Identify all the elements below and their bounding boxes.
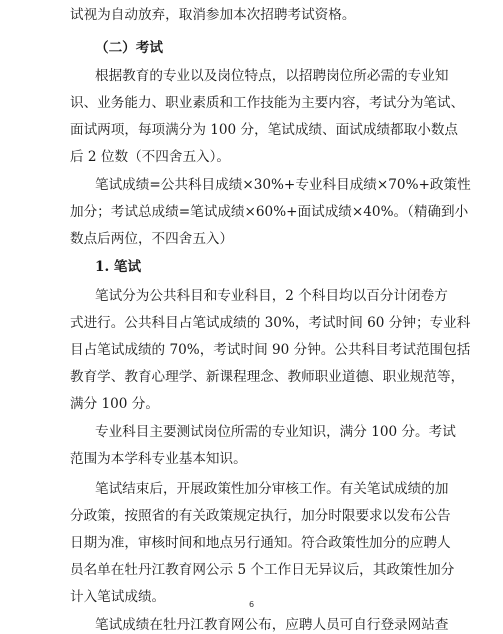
page-number: 6 — [248, 600, 255, 609]
paragraph-line: 教育学、教育心理学、新课程理念、教师职业道德、职业规范等， — [70, 369, 465, 385]
paragraph-line: 识、业务能力、职业素质和工作技能为主要内容，考试分为笔试、 — [70, 95, 465, 111]
paragraph-line: 试视为自动放弃，取消参加本次招聘考试资格。 — [70, 7, 356, 23]
paragraph-line: 后 2 位数（不四舍五入）。 — [70, 149, 231, 165]
paragraph-line: 数点后两位，不四舍五入） — [70, 231, 234, 247]
paragraph-line: 日期为准，审核时间和地点另行通知。符合政策性加分的应聘人 — [70, 535, 451, 551]
formula-line: 加分；考试总成绩=笔试成绩×60%+面试成绩×40%。（精确到小 — [70, 204, 469, 220]
paragraph-line: 员名单在牡丹江教育网公示 5 个工作日无异议后，其政策性加分 — [70, 562, 455, 578]
paragraph-line: 式进行。公共科目占笔试成绩的 30%，考试时间 60 分钟；专业科 — [70, 315, 471, 331]
paragraph-line: 满分 100 分。 — [70, 396, 159, 412]
formula-line: 笔试成绩=公共科目成绩×30%+专业科目成绩×70%+政策性 — [95, 177, 471, 193]
paragraph-line: 面试两项，每项满分为 100 分，笔试成绩、面试成绩都取小数点 — [70, 122, 459, 138]
paragraph-line: 根据教育的专业以及岗位特点，以招聘岗位所必需的专业知 — [95, 68, 449, 84]
paragraph-line: 目占笔试成绩的 70%，考试时间 90 分钟。公共科目考试范围包括 — [70, 342, 471, 358]
paragraph-line: 笔试结束后，开展政策性加分审核工作。有关笔试成绩的加 — [95, 481, 449, 497]
section-heading: （二）考试 — [95, 40, 163, 56]
subsection-heading: 1. 笔试 — [95, 259, 142, 275]
paragraph-line: 笔试分为公共科目和专业科目，2 个科目均以百分计闭卷方 — [95, 288, 448, 304]
paragraph-line: 计入笔试成绩。 — [70, 589, 166, 605]
paragraph-line: 范围为本学科专业基本知识。 — [70, 451, 247, 467]
paragraph-line: 分政策，按照省的有关政策规定执行，加分时限要求以发布公告 — [70, 508, 451, 524]
paragraph-line: 笔试成绩在牡丹江教育网公布，应聘人员可自行登录网站查 — [95, 617, 449, 633]
paragraph-line: 专业科目主要测试岗位所需的专业知识，满分 100 分。考试 — [95, 424, 456, 440]
